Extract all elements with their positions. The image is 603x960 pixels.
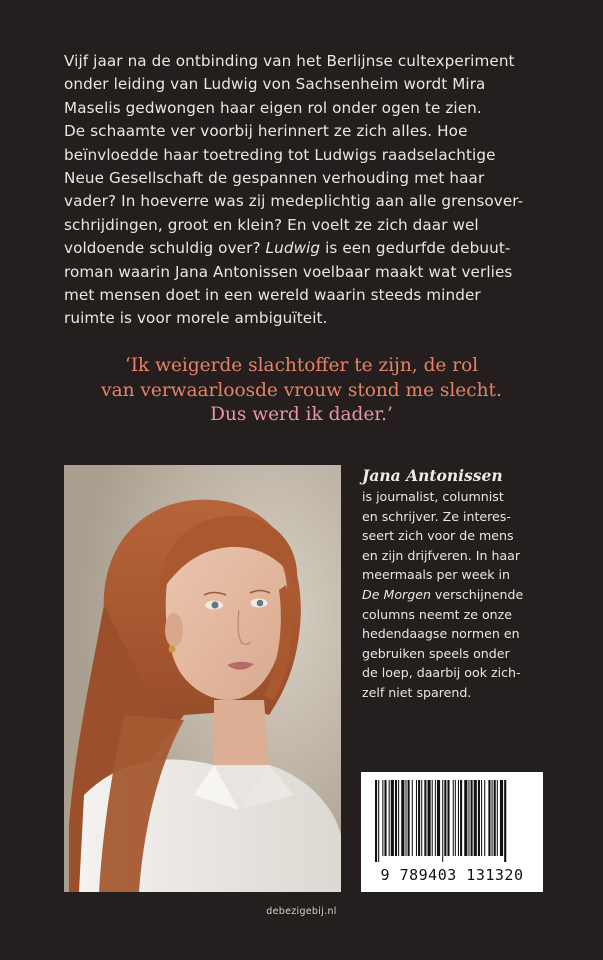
barcode-bar — [378, 780, 379, 862]
barcode-bar — [458, 780, 459, 856]
barcode-bar — [432, 780, 433, 856]
blurb-text-part2: is een gedurfde debuut- roman waarin Jana Antonissen voelbaar maakt wat verlies met mensen doet in een wereld waarin steeds minder ruimte is voor morele ambiguïteit. — [64, 239, 513, 328]
barcode-bar — [447, 780, 449, 856]
barcode-bar — [424, 780, 426, 856]
barcode-bar — [408, 780, 410, 856]
barcode-bar — [375, 780, 377, 862]
barcode-bar — [474, 780, 477, 856]
barcode-bar — [384, 780, 386, 856]
book-title: Ludwig — [265, 239, 321, 258]
publisher-website: debezigebij.nl — [266, 906, 337, 917]
back-cover-blurb — [64, 50, 554, 331]
barcode-bar — [405, 780, 406, 856]
barcode-bar — [500, 780, 503, 856]
barcode-bar — [398, 780, 399, 856]
barcode-bar — [468, 780, 469, 856]
barcode-bar — [437, 780, 440, 856]
barcode-bar — [453, 780, 454, 856]
barcode-bar — [488, 780, 490, 856]
blurb-text — [64, 50, 554, 331]
author-bio — [362, 465, 562, 703]
barcode-bar — [412, 780, 413, 856]
author-bio-part2: verschijnende columns neemt ze onze hedendaagse normen en gebruiken speels onder de loep, daarbij ook zich- zelf niet sparend. — [362, 586, 524, 700]
barcode-bar — [492, 780, 493, 856]
author-photo — [64, 465, 341, 892]
blurb-text-part1: Vijf jaar na de ontbinding van het Berlijnse cultexperiment onder leiding van Ludwig von Sachsenheim wordt Mira Maselis gedwongen haar eigen rol onder ogen te zien. De schaamte ver voorbij herinnert ze zich alles. Hoe beïnvloedde haar toetreding tot Ludwigs raadselachtige Neue Gesellschaft de gespannen verhouding met haar vader? In hoeverre was zij medeplichtig aan alle grensover- schrijdingen, groot en klein? En voelt ze zich daar wel voldoende schuldig over? — [64, 52, 524, 258]
isbn-number: 9 789403 131320 — [380, 866, 524, 884]
barcode-bar — [494, 780, 496, 856]
author-name: Jana Antonissen — [362, 466, 503, 485]
isbn-barcode — [361, 772, 543, 892]
barcode-bars — [361, 772, 543, 867]
pull-quote — [40, 354, 563, 428]
newspaper-name: De Morgen — [362, 586, 431, 602]
barcode-bar — [435, 780, 436, 856]
barcode-bar — [478, 780, 480, 856]
quote-line-1: ‘Ik weigerde slachtoffer te zijn, de rol — [124, 355, 479, 376]
barcode-bar — [418, 780, 420, 856]
barcode-bar — [395, 780, 397, 856]
barcode-bar — [481, 780, 482, 856]
quote-line-3: Dus werd ik dader.’ — [210, 404, 393, 425]
barcode-bar — [391, 780, 394, 856]
barcode-bar — [471, 780, 473, 856]
barcode-bar — [401, 780, 404, 856]
author-bio-part1: is journalist, columnist en schrijver. Ze interes- seert zich voor de mens en zijn drijfveren. In haar meermaals per week in — [362, 489, 521, 583]
barcode-bar — [382, 780, 383, 856]
barcode-bar — [421, 780, 422, 856]
quote-line-2: van verwaarloosde vrouw stond me slecht. — [101, 379, 502, 401]
barcode-bar — [497, 780, 498, 856]
barcode-bar — [444, 780, 446, 856]
barcode-bar — [460, 780, 462, 856]
barcode-bar — [464, 780, 467, 856]
barcode-bar — [389, 780, 390, 856]
barcode-bar — [455, 780, 456, 856]
barcode-bar — [504, 780, 506, 862]
barcode-bar — [416, 780, 417, 856]
author-portrait-illustration — [64, 465, 341, 892]
barcode-bar — [428, 780, 431, 856]
barcode-bar — [442, 780, 443, 862]
barcode-bar — [484, 780, 485, 856]
